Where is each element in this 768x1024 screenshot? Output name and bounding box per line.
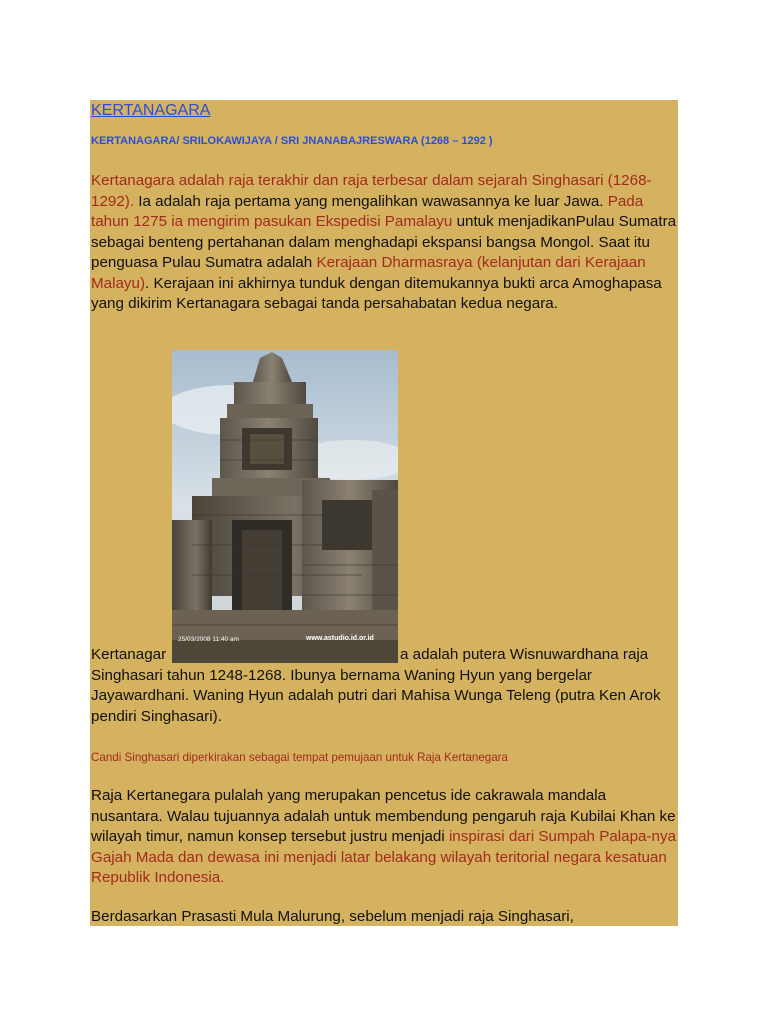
- page-subtitle: KERTANAGARA/ SRILOKAWIJAYA / SRI JNANABAJRESWARA (1268 – 1292 ): [91, 135, 493, 147]
- photo-watermark: www.astudio.id.or.id: [306, 635, 374, 642]
- temple-photo: [172, 350, 398, 663]
- paragraph-parentage: Singhasari tahun 1248-1268. Ibunya bernama Waning Hyun yang bergelar Jayawardhani. Waning Hyun adalah putri dari Mahisa Wunga Teleng (putra Ken Arok pendiri Singhasari).: [91, 666, 661, 725]
- paragraph-parentage-start: Kertanagar: [91, 646, 167, 663]
- intro-highlight-2: Pada tahun 1275 ia mengirim pasukan Ekspedisi Pamalayu: [91, 192, 644, 230]
- temple-caption: Candi Singhasari diperkirakan sebagai tempat pemujaan untuk Raja Kertanegara: [91, 751, 508, 764]
- photo-timestamp: 25/03/2008 11:40 am: [178, 636, 239, 643]
- intro-text-1: Ia adalah raja pertama yang mengalihkan wawasannya ke luar Jawa.: [134, 192, 608, 210]
- page-title[interactable]: KERTANAGARA: [91, 102, 211, 119]
- paragraph-prasasti: Berdasarkan Prasasti Mula Malurung, sebelum menjadi raja Singhasari,: [91, 908, 574, 925]
- mandala-highlight: inspirasi dari Sumpah Palapa-nya Gajah Mada dan dewasa ini menjadi latar belakang wilayah teritorial negara kesatuan Republik Indonesia.: [91, 828, 677, 886]
- intro-highlight-3: Kerajaan Dharmasraya (kelanjutan dari Kerajaan Malayu): [91, 254, 646, 292]
- mandala-text: Raja Kertanegara pulalah yang merupakan pencetus ide cakrawala mandala nusantara. Walau tujuannya adalah untuk membendung pengaruh raja Kubilai Khan ke wilayah timur, namun konsep tersebut justru menjadi: [91, 787, 676, 845]
- paragraph-mandala: [91, 786, 678, 889]
- intro-text-2: untuk menjadikanPulau Sumatra sebagai benteng pertahanan dalam menghadapi ekspansi bangsa Mongol. Saat itu penguasa Pulau Sumatra adalah: [91, 213, 677, 271]
- intro-highlight-1: Kertanagara adalah raja terakhir dan raja terbesar dalam sejarah Singhasari (1268-1292).: [91, 172, 652, 210]
- paragraph-parentage-line1: a adalah putera Wisnuwardhana raja: [400, 646, 649, 663]
- document-page: [90, 100, 678, 926]
- intro-text-3: . Kerajaan ini akhirnya tunduk dengan ditemukannya bukti arca Amoghapasa yang dikirim Kertanagara sebagai tanda persahabatan kedua negara.: [91, 274, 662, 312]
- paragraph-intro: [91, 171, 678, 315]
